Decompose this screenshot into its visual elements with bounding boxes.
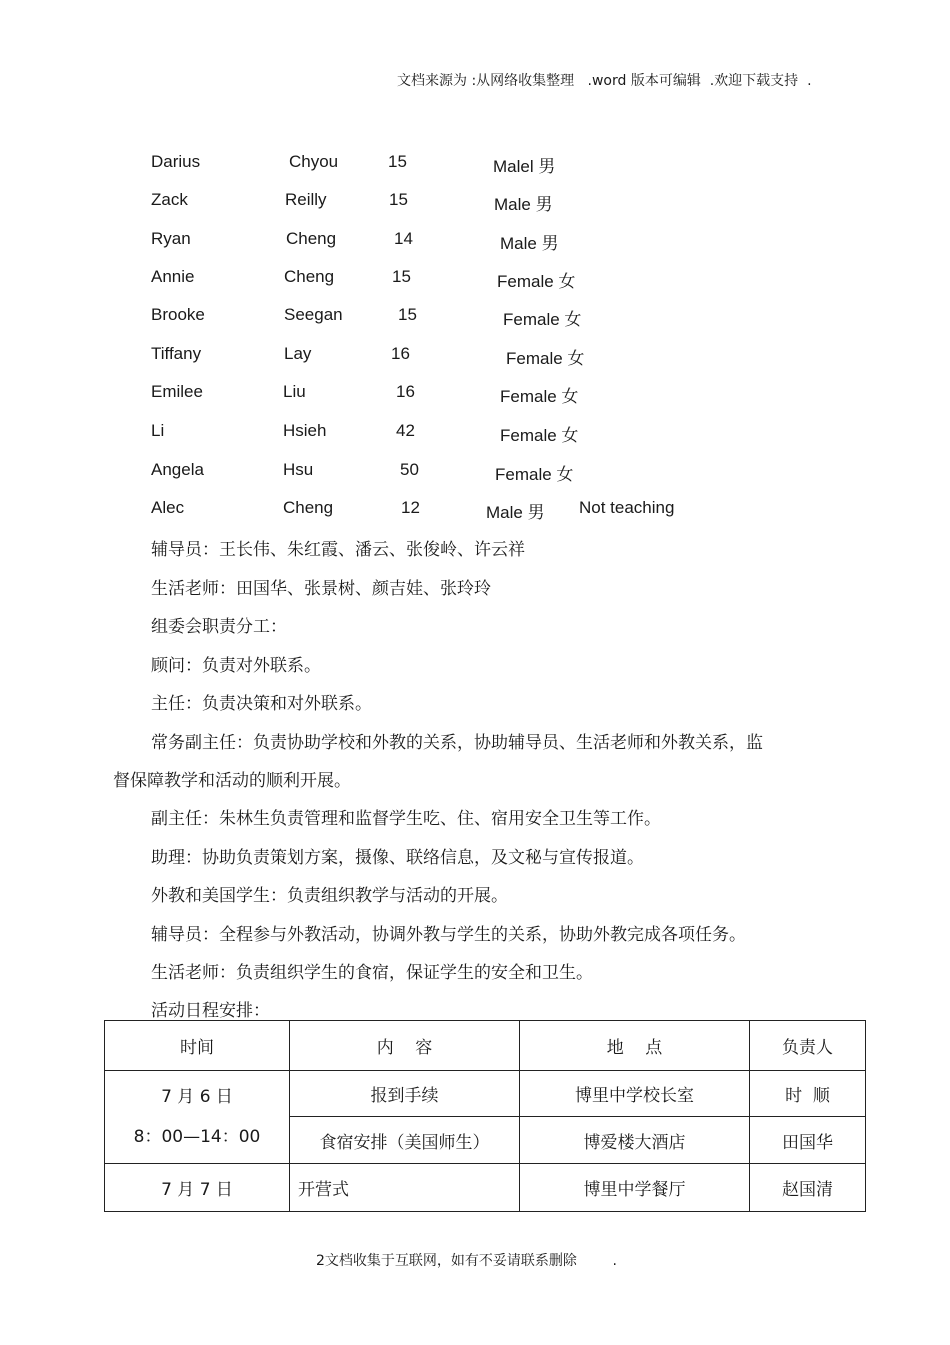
age: 16 [396, 382, 415, 401]
age: 12 [401, 498, 420, 517]
gender: Female 女 [495, 465, 574, 484]
gender: Female 女 [506, 349, 585, 368]
assistant-duty: 助理：协助负责策划方案，摄像、联络信息，及文秘与宣传报道。 [151, 848, 644, 868]
first-name: Tiffany [151, 344, 202, 363]
age: 15 [398, 305, 417, 324]
life-teachers-line: 生活老师：田国华、张景树、颜吉娃、张玲玲 [151, 579, 491, 599]
gender: Female 女 [500, 387, 579, 406]
first-name: Li [151, 421, 165, 440]
table-row [105, 1071, 866, 1117]
last-name: Hsu [283, 460, 314, 479]
executive-deputy-duty-cont: 督保障教学和活动的顺利开展。 [113, 771, 351, 791]
first-name: Emilee [151, 382, 203, 401]
header-time: 时间 [105, 1021, 290, 1071]
last-name: Lay [284, 344, 312, 363]
age: 15 [392, 267, 411, 286]
foreign-teachers-duty: 外教和美国学生：负责组织教学与活动的开展。 [151, 886, 508, 906]
content-cell: 开营式 [290, 1164, 520, 1212]
age: 42 [396, 421, 415, 440]
last-name: Reilly [285, 190, 327, 209]
roster-row [0, 460, 950, 484]
place-cell: 博里中学餐厅 [520, 1164, 750, 1212]
roster-row [0, 382, 950, 406]
day2-date: 7 月 7 日 [105, 1164, 290, 1212]
schedule-heading: 活动日程安排： [151, 1001, 270, 1021]
last-name: Chyou [289, 152, 339, 171]
day1-time-cell [105, 1071, 290, 1164]
first-name: Zack [151, 190, 188, 209]
header-place: 地 点 [520, 1021, 750, 1071]
person-cell: 田国华 [750, 1117, 866, 1164]
age: 15 [388, 152, 407, 171]
page-footer: 2文档收集于互联网，如有不妥请联系删除 . [316, 1253, 617, 1269]
last-name: Cheng [283, 498, 334, 517]
gender: Female 女 [500, 426, 579, 445]
place-cell: 博爱楼大酒店 [520, 1117, 750, 1164]
roster-row [0, 229, 950, 253]
last-name: Seegan [284, 305, 343, 324]
header-content: 内 容 [290, 1021, 520, 1071]
gender: Male 男 [494, 195, 553, 214]
roster-row [0, 498, 950, 522]
first-name: Alec [151, 498, 185, 517]
committee-heading: 组委会职责分工： [151, 617, 287, 637]
roster-row [0, 344, 950, 368]
schedule-table [104, 1020, 866, 1212]
first-name: Darius [151, 152, 201, 171]
roster-row [0, 267, 950, 291]
advisor-duty: 顾问：负责对外联系。 [151, 656, 321, 676]
day1-hours: 8：00—14：00 [133, 1127, 261, 1147]
content-cell: 食宿安排（美国师生） [290, 1117, 520, 1164]
gender: Female 女 [497, 272, 576, 291]
last-name: Cheng [284, 267, 335, 286]
gender: Malel 男 [493, 157, 556, 176]
table-row [105, 1164, 866, 1212]
first-name: Annie [151, 267, 195, 286]
first-name: Brooke [151, 305, 205, 324]
roster-row [0, 305, 950, 329]
page-header: 文档来源为 :从网络收集整理 .word 版本可编辑 .欢迎下载支持 . [397, 73, 812, 89]
deputy-duty: 副主任：朱林生负责管理和监督学生吃、住、宿用安全卫生等工作。 [151, 809, 661, 829]
director-duty: 主任：负责决策和对外联系。 [151, 694, 372, 714]
roster-row [0, 190, 950, 214]
roster-row [0, 152, 950, 176]
gender: Male 男 [500, 234, 559, 253]
status-note: Not teaching [579, 498, 675, 517]
life-teachers-duty: 生活老师：负责组织学生的食宿，保证学生的安全和卫生。 [151, 963, 593, 983]
counselors-duty: 辅导员：全程参与外教活动，协调外教与学生的关系，协助外教完成各项任务。 [151, 925, 746, 945]
age: 15 [389, 190, 408, 209]
header-person: 负责人 [750, 1021, 866, 1071]
age: 16 [391, 344, 410, 363]
person-cell: 时 顺 [750, 1071, 866, 1117]
age: 14 [394, 229, 413, 248]
last-name: Hsieh [283, 421, 327, 440]
first-name: Ryan [151, 229, 191, 248]
last-name: Cheng [286, 229, 337, 248]
first-name: Angela [151, 460, 204, 479]
person-cell: 赵国清 [750, 1164, 866, 1212]
place-cell: 博里中学校长室 [520, 1071, 750, 1117]
age: 50 [400, 460, 419, 479]
table-header-row [105, 1021, 866, 1071]
counselors-line: 辅导员：王长伟、朱红霞、潘云、张俊岭、许云祥 [151, 540, 525, 560]
roster-row [0, 421, 950, 445]
content-cell: 报到手续 [290, 1071, 520, 1117]
executive-deputy-duty: 常务副主任：负责协助学校和外教的关系，协助辅导员、生活老师和外教关系，监 [151, 733, 763, 753]
day1-date: 7 月 6 日 [161, 1087, 233, 1107]
gender: Male 男 [486, 503, 545, 522]
last-name: Liu [283, 382, 306, 401]
gender: Female 女 [503, 310, 582, 329]
